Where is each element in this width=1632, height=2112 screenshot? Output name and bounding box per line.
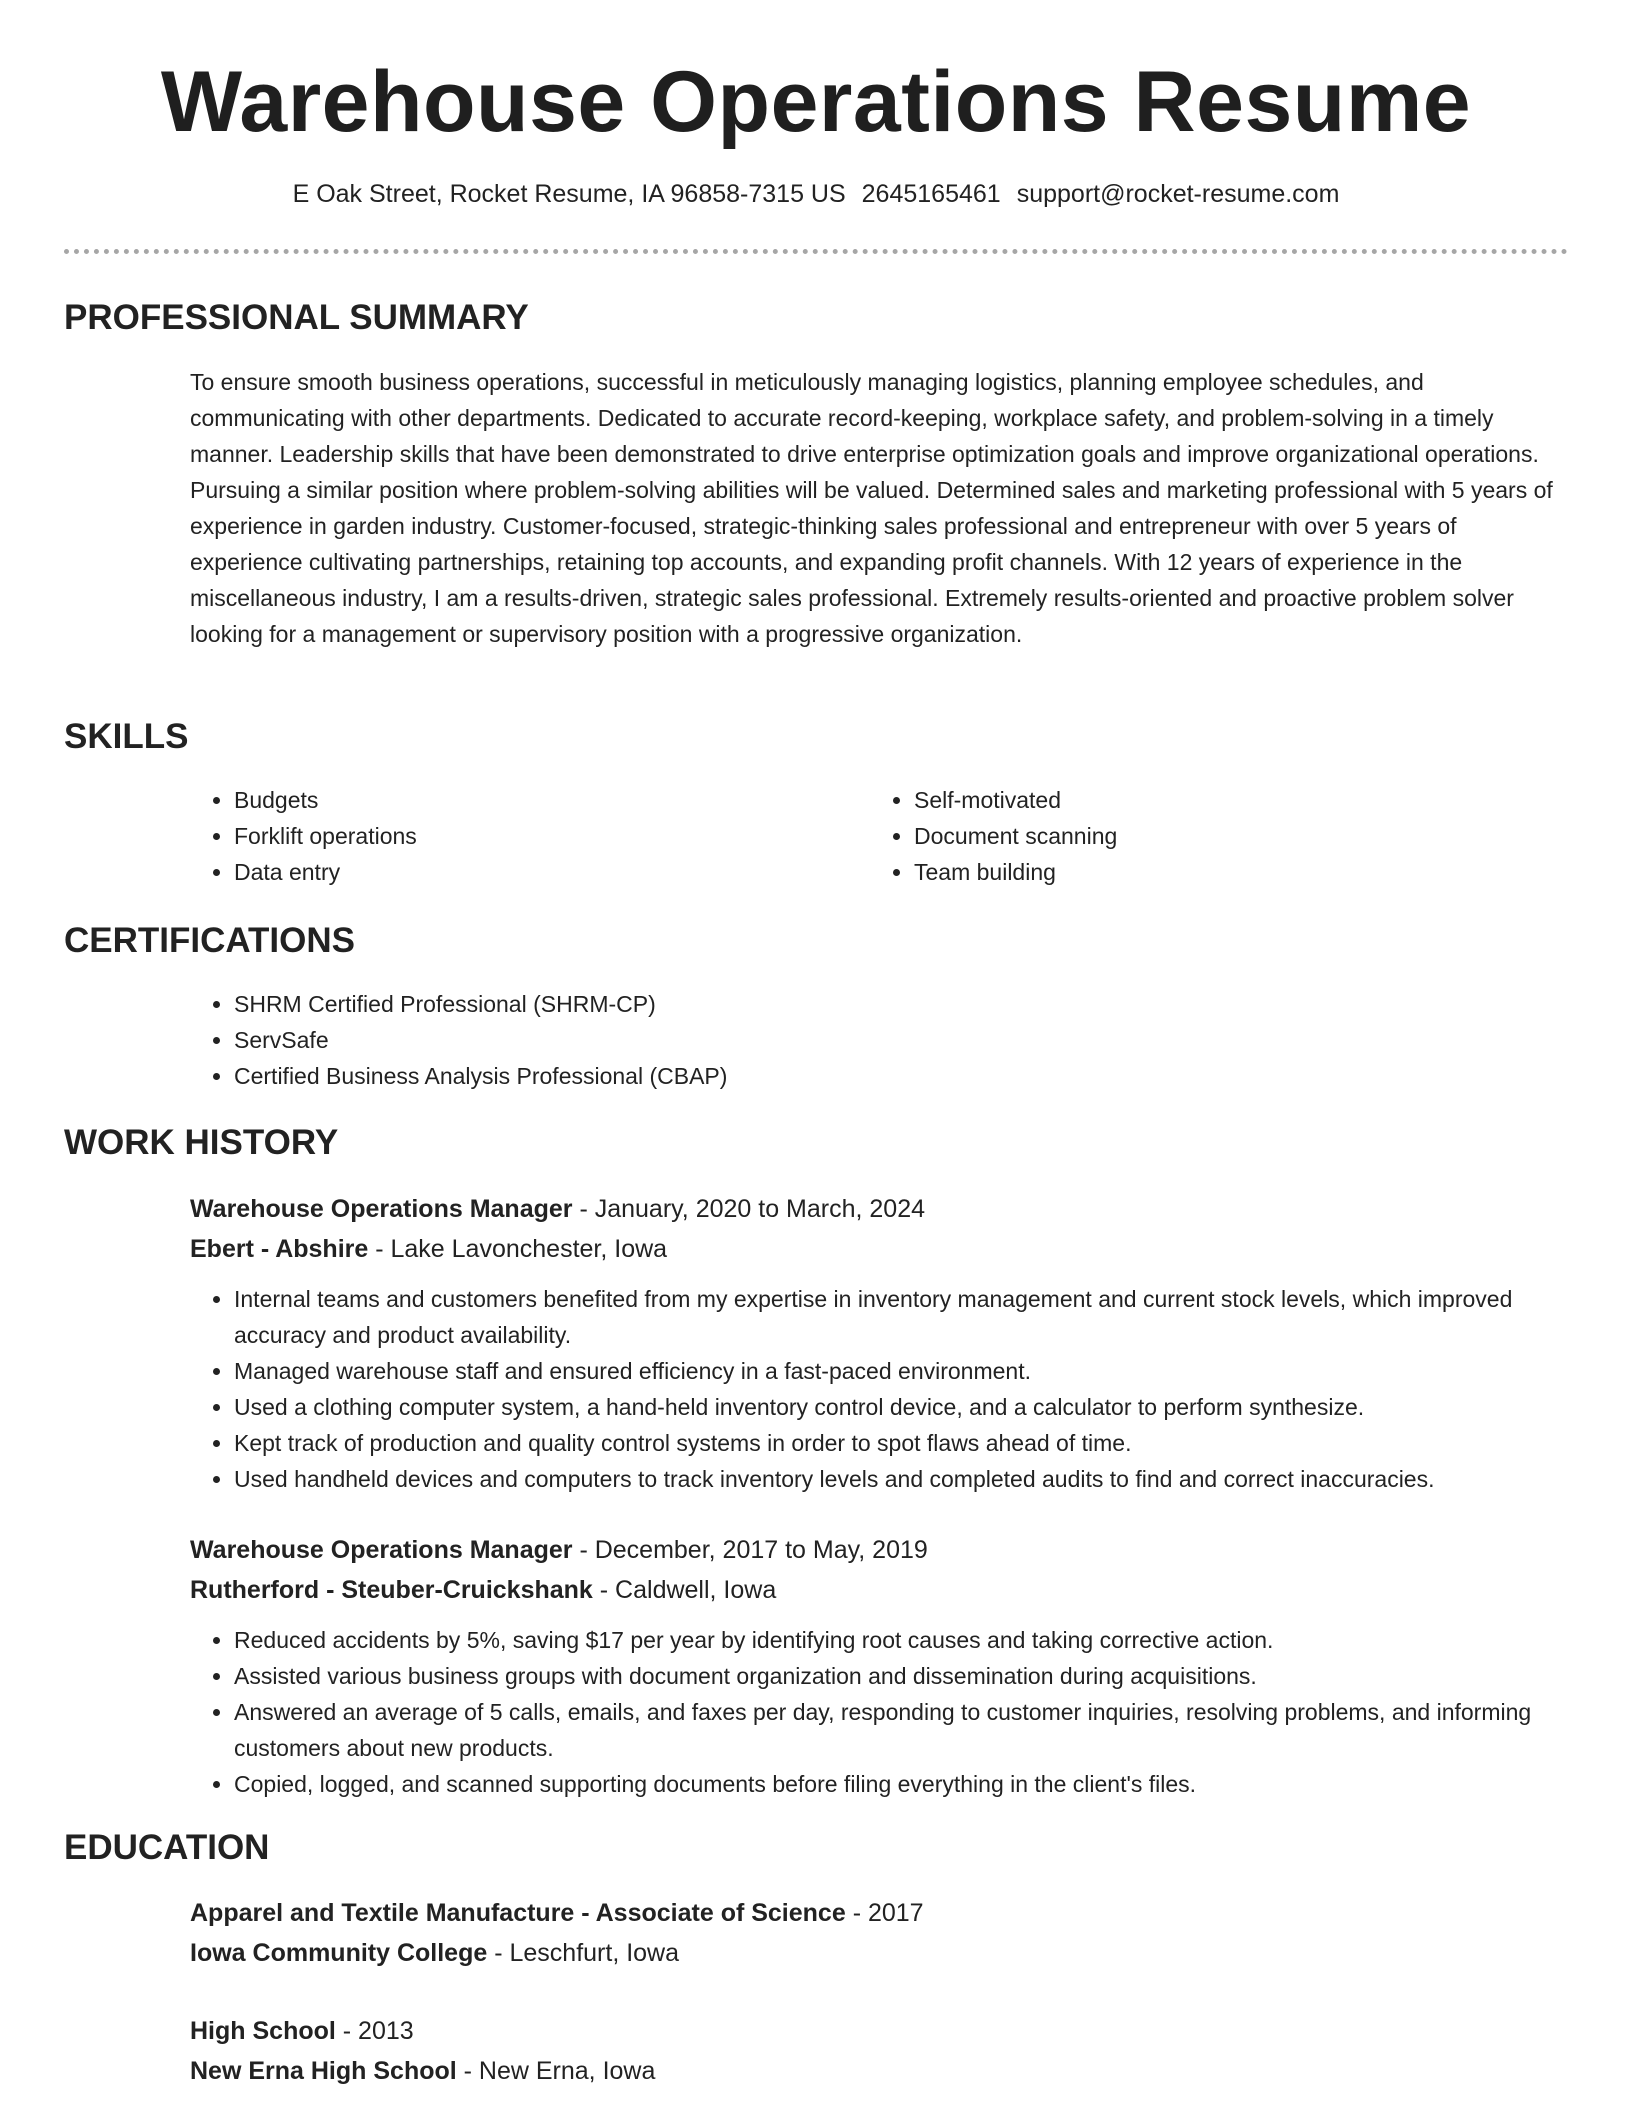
job-dates: - December, 2017 to May, 2019: [572, 1536, 928, 1564]
education-degree: High School: [190, 2017, 336, 2045]
job-bullet: • Used handheld devices and computers to track inventory levels and completed audits to find and correct inaccuracies.: [234, 1461, 1570, 1497]
job-entry: [190, 1530, 1570, 1802]
skill-item: • Data entry: [234, 854, 830, 890]
job-bullet: • Internal teams and customers benefited from my expertise in inventory management and current stock levels, which improved accuracy and product availability.: [234, 1281, 1570, 1353]
education-entry: [190, 1893, 1570, 1973]
certification-item: • Certified Business Analysis Professional (CBAP): [234, 1058, 1570, 1094]
job-location: - Lake Lavonchester, Iowa: [368, 1235, 668, 1263]
education-degree-line: [190, 2011, 1570, 2051]
summary-heading: PROFESSIONAL SUMMARY: [64, 298, 529, 337]
job-entry: [190, 1189, 1570, 1497]
certification-item: • ServSafe: [234, 1022, 1570, 1058]
job-bullet: • Assisted various business groups with document organization and dissemination during acquisitions.: [234, 1658, 1570, 1694]
resume-title: Warehouse Operations Resume: [160, 54, 1472, 150]
education-degree-line: [190, 1893, 1570, 1933]
skills-right-column: [870, 782, 1510, 890]
education-year: - 2013: [335, 2017, 414, 2045]
education-year: - 2017: [845, 1899, 924, 1927]
education-school: New Erna High School: [190, 2057, 457, 2085]
job-title: Warehouse Operations Manager: [190, 1536, 573, 1564]
contact-line: [64, 178, 1568, 210]
job-company-line: [190, 1229, 1570, 1269]
skill-item: • Team building: [914, 854, 1510, 890]
education-school-line: [190, 2051, 1570, 2091]
job-title: Warehouse Operations Manager: [190, 1195, 573, 1223]
job-bullet: • Answered an average of 5 calls, emails, and faxes per day, responding to customer inquiries, resolving problems, and informing customers about new products.: [234, 1694, 1570, 1766]
certifications-list: [190, 986, 1570, 1094]
education-school: Iowa Community College: [190, 1939, 488, 1967]
skill-item: • Forklift operations: [234, 818, 830, 854]
job-title-line: [190, 1189, 1570, 1229]
skills-heading: SKILLS: [64, 717, 189, 756]
education-heading: EDUCATION: [64, 1828, 270, 1867]
education-entry: [190, 2011, 1570, 2091]
job-company: Ebert - Abshire: [190, 1235, 369, 1263]
job-bullet: • Used a clothing computer system, a hand-held inventory control device, and a calculator to perform synthesize.: [234, 1389, 1570, 1425]
education-location: - New Erna, Iowa: [456, 2057, 656, 2085]
job-location: - Caldwell, Iowa: [592, 1576, 777, 1604]
contact-address: E Oak Street, Rocket Resume, IA 96858-7315 US: [292, 180, 846, 208]
contact-phone: 2645165461: [861, 180, 1001, 208]
education-school-line: [190, 1933, 1570, 1973]
skill-item: • Self-motivated: [914, 782, 1510, 818]
job-dates: - January, 2020 to March, 2024: [572, 1195, 926, 1223]
job-bullet: • Reduced accidents by 5%, saving $17 per year by identifying root causes and taking corrective action.: [234, 1622, 1570, 1658]
job-company-line: [190, 1570, 1570, 1610]
certifications-heading: CERTIFICATIONS: [64, 921, 356, 960]
education-degree: Apparel and Textile Manufacture - Associate of Science: [190, 1899, 846, 1927]
work-history-heading: WORK HISTORY: [64, 1123, 339, 1162]
header-divider: [64, 249, 1568, 254]
job-bullet: • Managed warehouse staff and ensured efficiency in a fast-paced environment.: [234, 1353, 1570, 1389]
job-title-line: [190, 1530, 1570, 1570]
contact-email[interactable]: support@rocket-resume.com: [1016, 180, 1340, 208]
job-company: Rutherford - Steuber-Cruickshank: [190, 1576, 593, 1604]
job-bullet: • Copied, logged, and scanned supporting documents before filing everything in the client's files.: [234, 1766, 1570, 1802]
skill-item: • Budgets: [234, 782, 830, 818]
certification-item: • SHRM Certified Professional (SHRM-CP): [234, 986, 1570, 1022]
job-bullet: • Kept track of production and quality control systems in order to spot flaws ahead of time.: [234, 1425, 1570, 1461]
education-location: - Leschfurt, Iowa: [487, 1939, 680, 1967]
skill-item: • Document scanning: [914, 818, 1510, 854]
skills-left-column: [190, 782, 830, 890]
summary-text: To ensure smooth business operations, successful in meticulously managing logistics, planning employee schedules, and communicating with other departments. Dedicated to accurate record-keeping, workplace safety, and problem-solving in a timely manner. Leadership skills that have been demonstrated to drive enterprise optimization goals and improve organizational operations. Pursuing a similar position where problem-solving abilities will be valued. Determined sales and marketing professional with 5 years of experience in garden industry. Customer-focused, strategic-thinking sales professional and entrepreneur with over 5 years of experience cultivating partnerships, retaining top accounts, and expanding profit channels. With 12 years of experience in the miscellaneous industry, I am a results-driven, strategic sales professional. Extremely results-oriented and proactive problem solver looking for a management or supervisory position with a progressive organization.: [190, 369, 1553, 647]
